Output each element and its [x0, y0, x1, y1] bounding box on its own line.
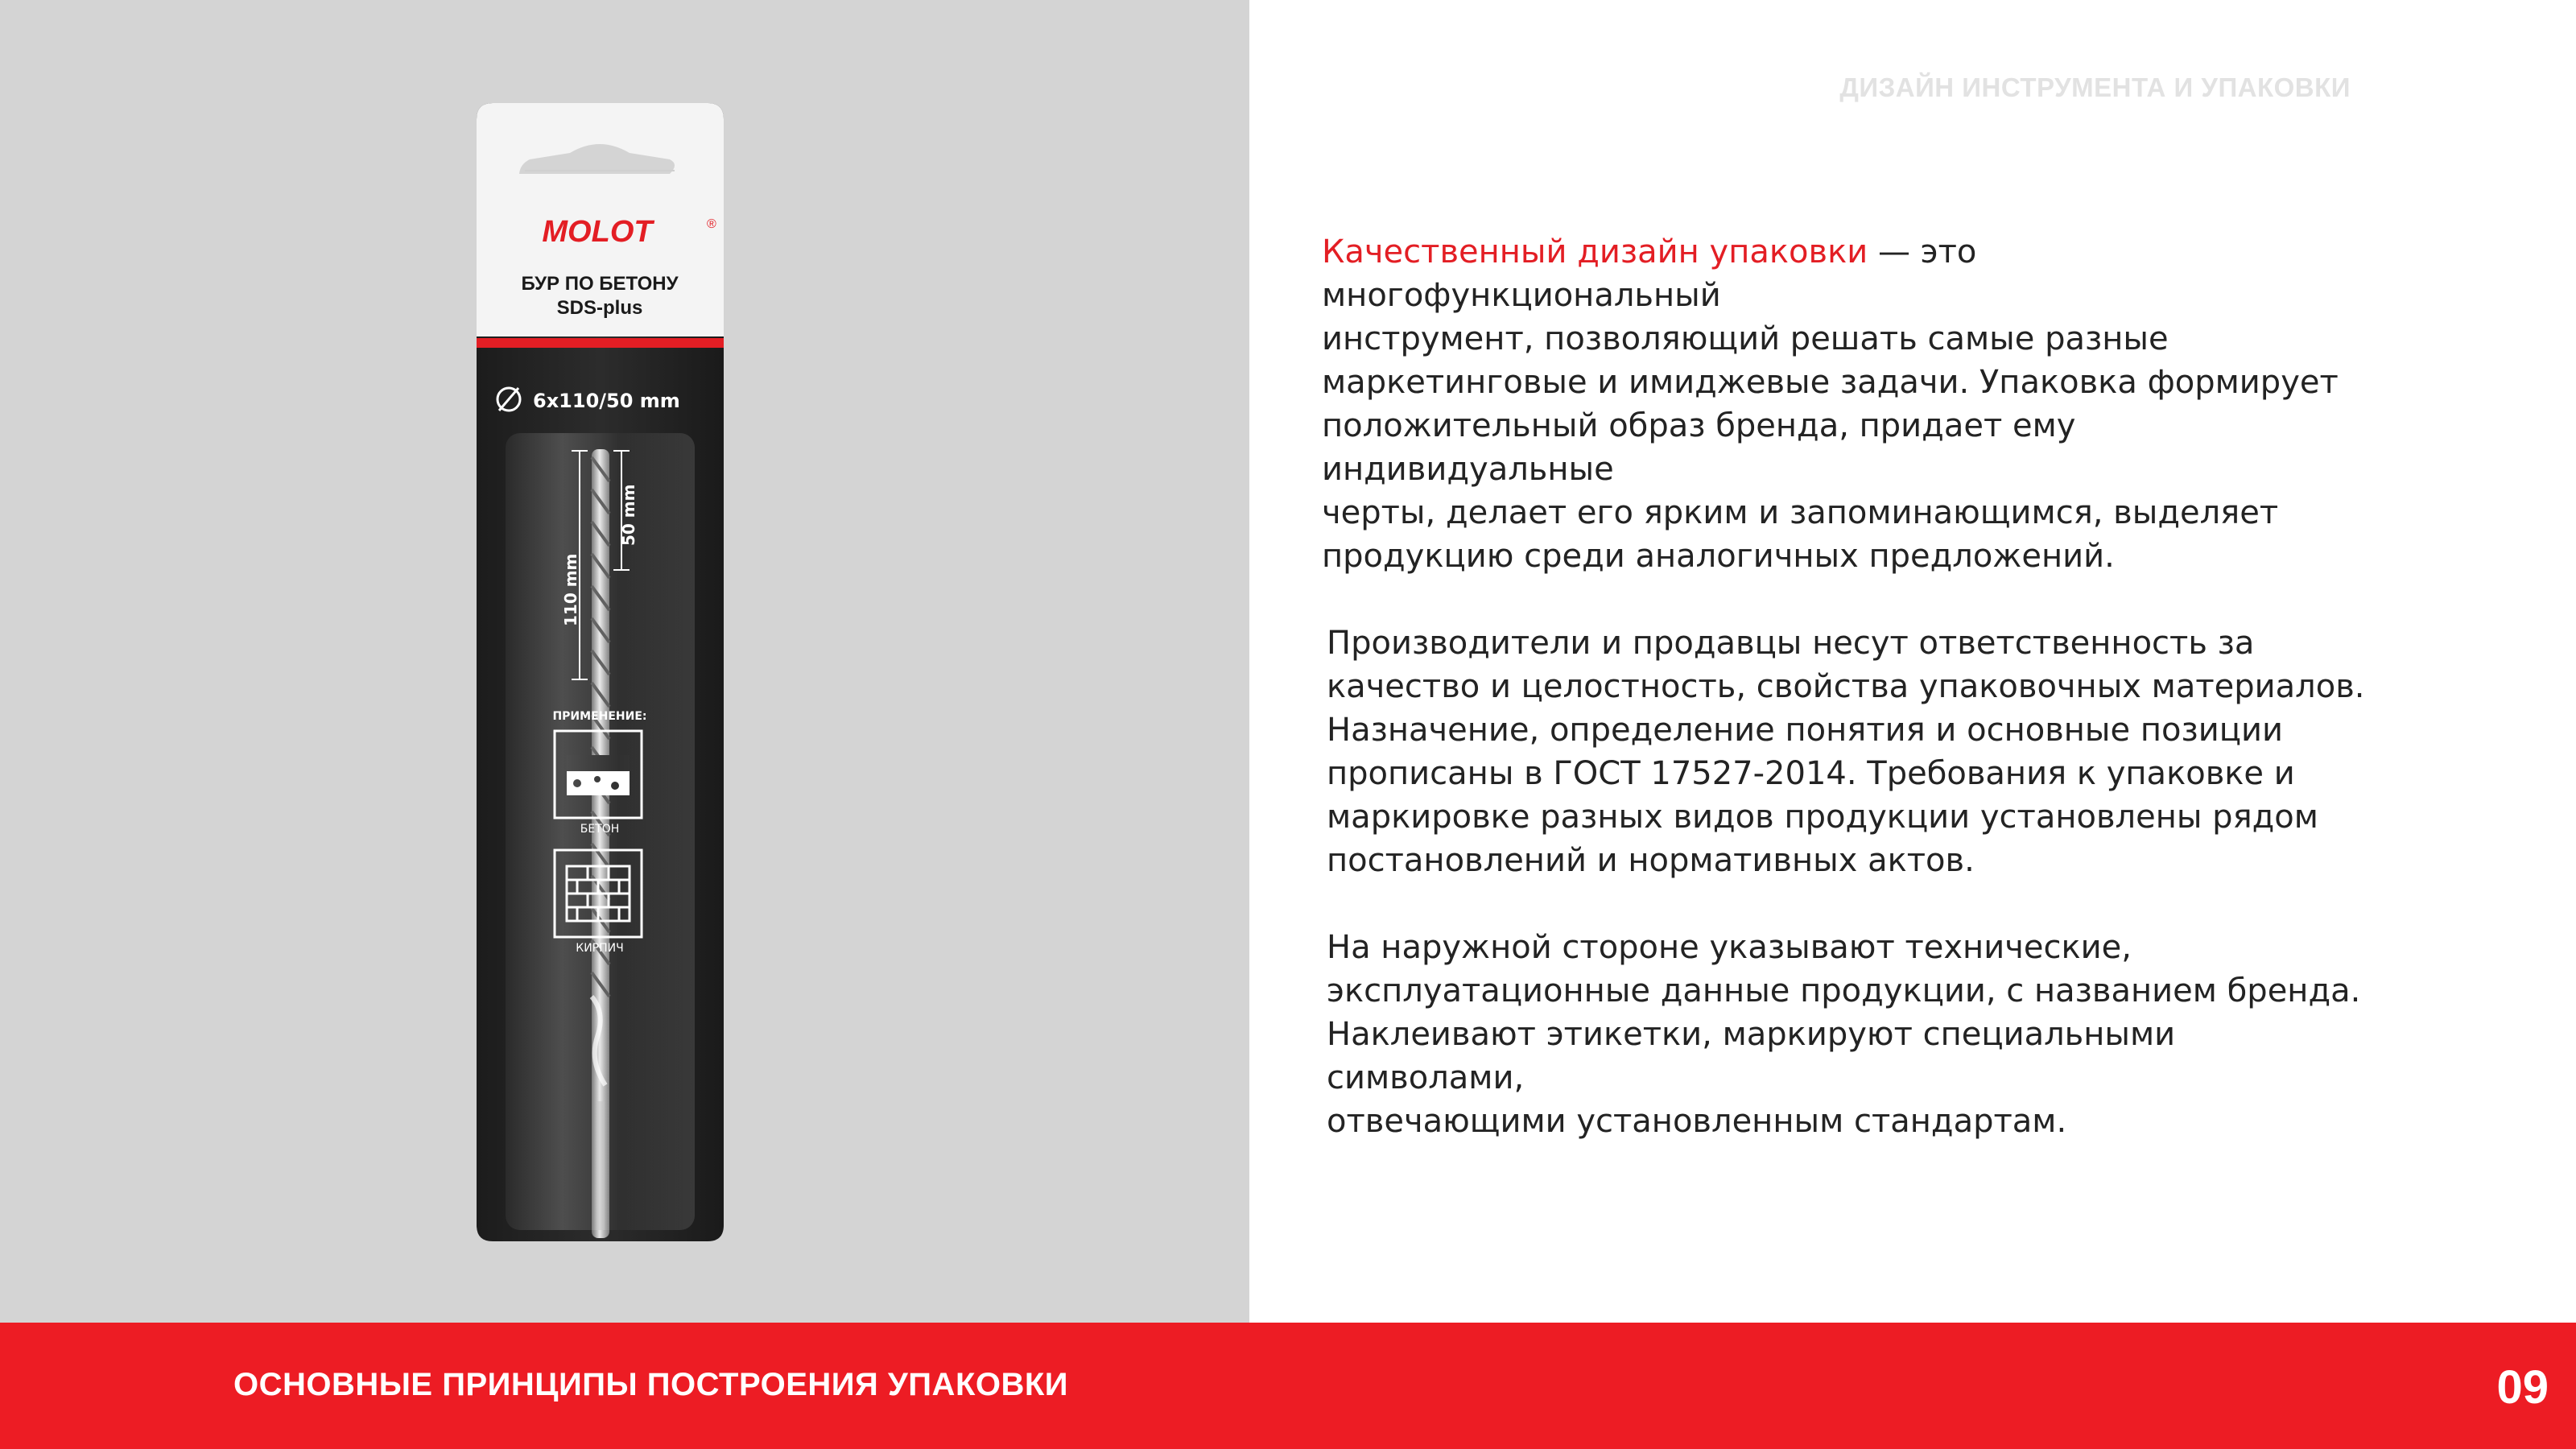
paragraph-3: На наружной стороне указывают технические, эксплуатационные данные продукции, с названием бренда. Наклеивают этикетки, маркируют специальными символами, отвечающими установленным стандартам. [1327, 929, 2361, 1140]
paragraph-1-text: — это многофункциональный инструмент, позволяющий решать самые разные маркетинговые и имиджевые задачи. Упаковка формирует положительный образ бренда, придает ему индивидуальные черты, делает его ярким и запоминающимся, выделяет продукцию среди аналогичных предложений. [1322, 233, 2339, 575]
page-number: 09 [2496, 1361, 2549, 1414]
footer-title: ОСНОВНЫЕ ПРИНЦИПЫ ПОСТРОЕНИЯ УПАКОВКИ [233, 1367, 1069, 1402]
paragraph-2: Производители и продавцы несут ответственность за качество и целостность, свойства упаковочных материалов. Назначение, определение понятия и основные позиции прописаны в ГОСТ 17527-2014. Требования к упаковке и маркировке разных видов продукции установлены рядом постановлений и нормативных актов. [1327, 625, 2365, 879]
section-label: ДИЗАЙН ИНСТРУМЕНТА И УПАКОВКИ [1839, 72, 2351, 102]
blister-shine [506, 433, 695, 1230]
body-text [1322, 230, 2368, 1187]
red-stripe [477, 338, 724, 348]
drill-bit-package [477, 103, 724, 1241]
product-type: SDS-plus [556, 297, 643, 319]
registered-mark: ® [707, 217, 716, 231]
paragraph-1-accent: Качественный дизайн упаковки [1322, 233, 1868, 270]
product-name: БУР ПО БЕТОНУ [521, 273, 679, 295]
size-label: 6x110/50 mm [533, 390, 680, 412]
brand-logo: MOLOT [542, 215, 653, 249]
paragraph-1 [1322, 230, 2368, 578]
